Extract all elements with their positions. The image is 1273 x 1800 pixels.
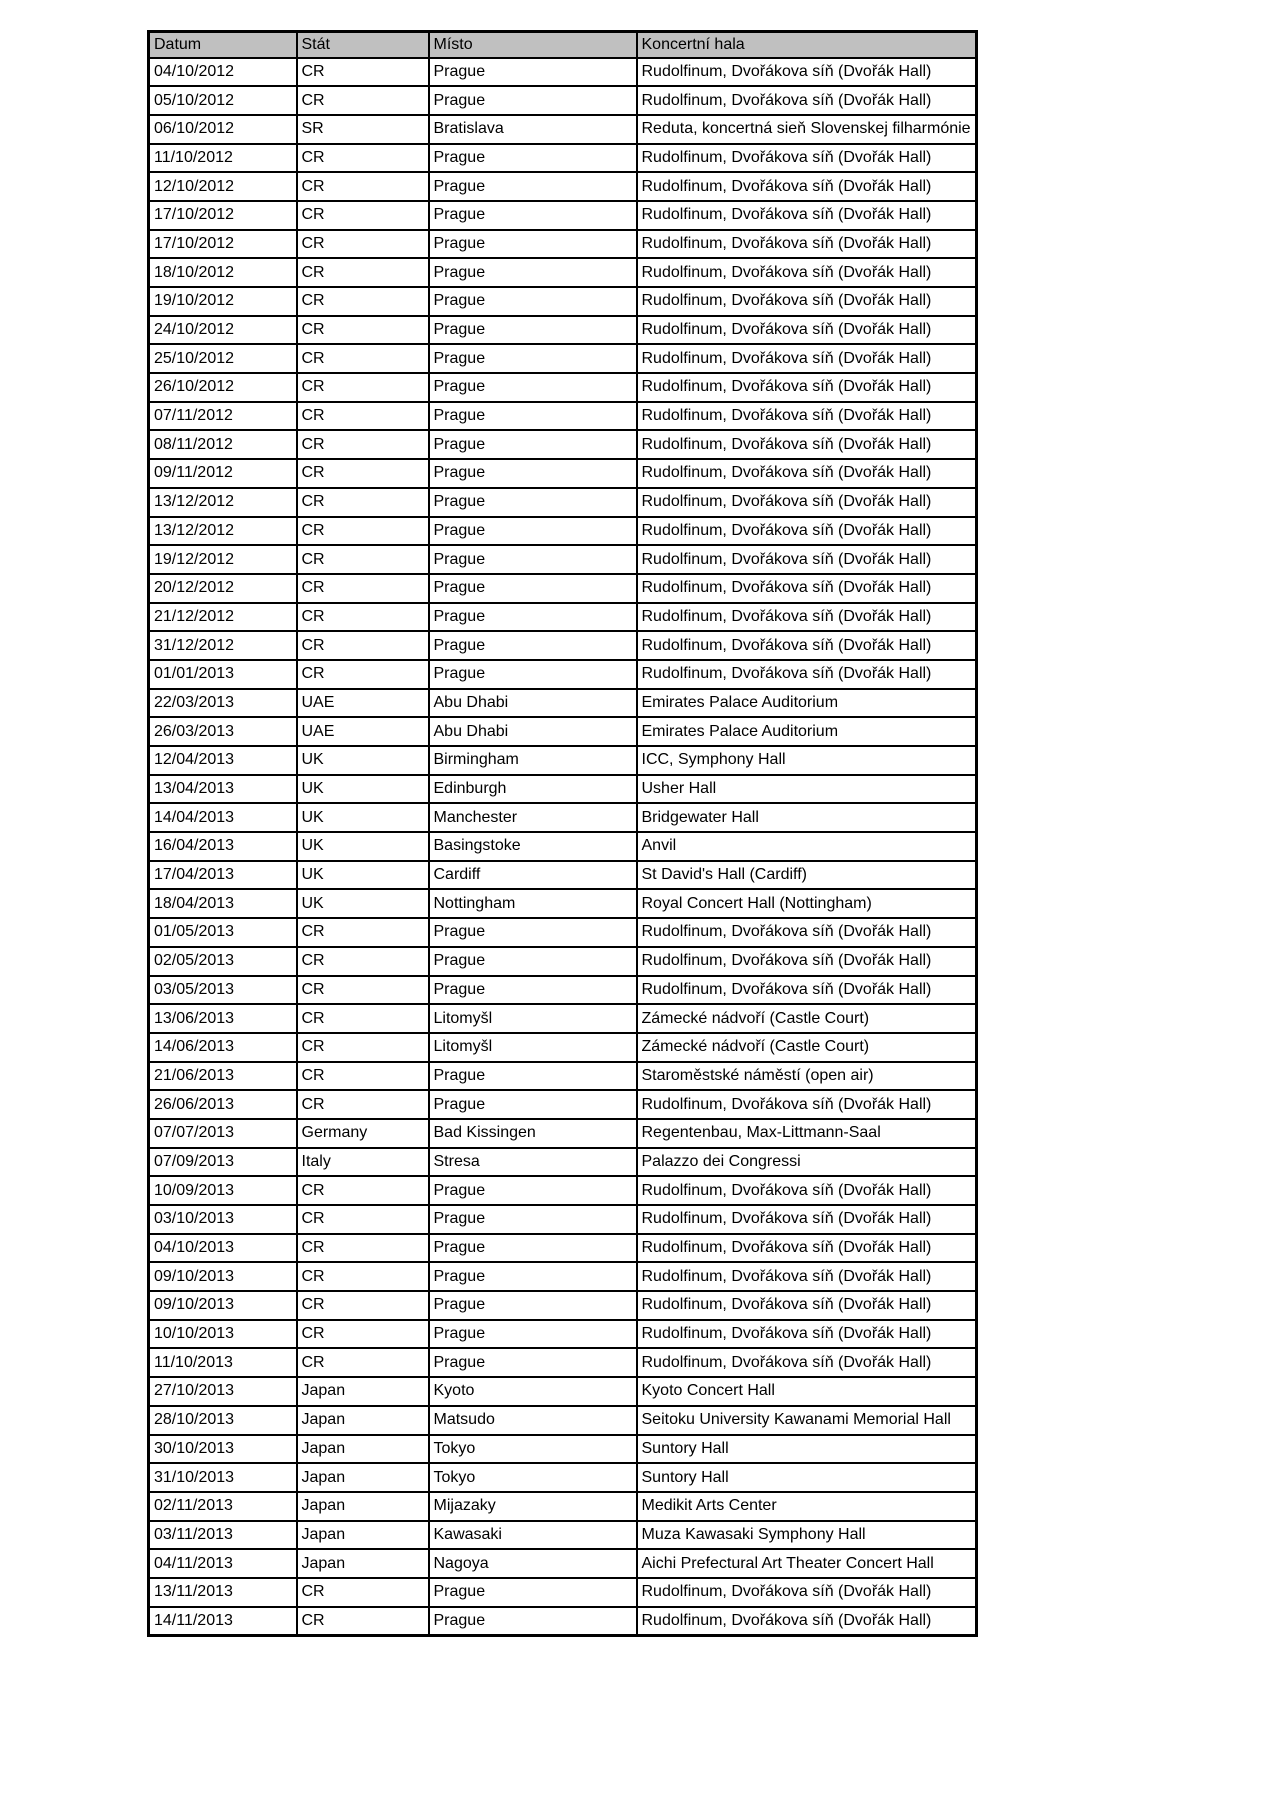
- cell-stat: CR: [297, 976, 429, 1005]
- cell-koncertni-hala: Rudolfinum, Dvořákova síň (Dvořák Hall): [637, 947, 977, 976]
- cell-stat: CR: [297, 1262, 429, 1291]
- cell-stat: CR: [297, 86, 429, 115]
- cell-koncertni-hala: Suntory Hall: [637, 1435, 977, 1464]
- cell-stat: CR: [297, 172, 429, 201]
- cell-misto: Edinburgh: [429, 775, 637, 804]
- cell-stat: UK: [297, 746, 429, 775]
- cell-koncertni-hala: Staroměstské náměstí (open air): [637, 1062, 977, 1091]
- cell-misto: Prague: [429, 459, 637, 488]
- table-row: [149, 517, 977, 546]
- cell-misto: Cardiff: [429, 861, 637, 890]
- cell-datum: 31/10/2013: [149, 1463, 297, 1492]
- cell-koncertni-hala: Muza Kawasaki Symphony Hall: [637, 1521, 977, 1550]
- cell-stat: Italy: [297, 1148, 429, 1177]
- cell-stat: UK: [297, 775, 429, 804]
- cell-datum: 19/12/2012: [149, 545, 297, 574]
- cell-stat: Japan: [297, 1406, 429, 1435]
- cell-stat: Japan: [297, 1549, 429, 1578]
- cell-koncertni-hala: Emirates Palace Auditorium: [637, 717, 977, 746]
- cell-stat: CR: [297, 1291, 429, 1320]
- cell-misto: Prague: [429, 1607, 637, 1636]
- cell-koncertni-hala: Rudolfinum, Dvořákova síň (Dvořák Hall): [637, 631, 977, 660]
- cell-stat: CR: [297, 58, 429, 87]
- table-row: [149, 58, 977, 87]
- table-row: [149, 230, 977, 259]
- cell-datum: 26/03/2013: [149, 717, 297, 746]
- cell-koncertni-hala: Rudolfinum, Dvořákova síň (Dvořák Hall): [637, 488, 977, 517]
- cell-misto: Prague: [429, 287, 637, 316]
- cell-koncertni-hala: Royal Concert Hall (Nottingham): [637, 889, 977, 918]
- cell-koncertni-hala: Rudolfinum, Dvořákova síň (Dvořák Hall): [637, 1205, 977, 1234]
- cell-datum: 03/10/2013: [149, 1205, 297, 1234]
- cell-stat: CR: [297, 230, 429, 259]
- cell-datum: 07/09/2013: [149, 1148, 297, 1177]
- cell-koncertni-hala: Seitoku University Kawanami Memorial Hall: [637, 1406, 977, 1435]
- table-row: [149, 1607, 977, 1636]
- cell-misto: Prague: [429, 201, 637, 230]
- cell-koncertni-hala: Suntory Hall: [637, 1463, 977, 1492]
- cell-stat: CR: [297, 144, 429, 173]
- cell-datum: 06/10/2012: [149, 115, 297, 144]
- table-row: [149, 1176, 977, 1205]
- cell-koncertni-hala: Zámecké nádvoří (Castle Court): [637, 1033, 977, 1062]
- cell-datum: 26/06/2013: [149, 1090, 297, 1119]
- cell-koncertni-hala: Rudolfinum, Dvořákova síň (Dvořák Hall): [637, 430, 977, 459]
- cell-koncertni-hala: Rudolfinum, Dvořákova síň (Dvořák Hall): [637, 1090, 977, 1119]
- cell-koncertni-hala: Rudolfinum, Dvořákova síň (Dvořák Hall): [637, 230, 977, 259]
- cell-misto: Tokyo: [429, 1463, 637, 1492]
- cell-datum: 03/05/2013: [149, 976, 297, 1005]
- table-row: [149, 976, 977, 1005]
- table-row: [149, 574, 977, 603]
- column-header-misto: Místo: [429, 32, 637, 58]
- cell-misto: Bratislava: [429, 115, 637, 144]
- cell-misto: Prague: [429, 86, 637, 115]
- cell-misto: Basingstoke: [429, 832, 637, 861]
- table-row: [149, 603, 977, 632]
- table-row: [149, 1578, 977, 1607]
- cell-stat: UK: [297, 803, 429, 832]
- cell-datum: 09/10/2013: [149, 1262, 297, 1291]
- cell-misto: Prague: [429, 316, 637, 345]
- cell-stat: CR: [297, 488, 429, 517]
- cell-datum: 22/03/2013: [149, 689, 297, 718]
- cell-misto: Prague: [429, 1320, 637, 1349]
- table-row: [149, 1004, 977, 1033]
- cell-misto: Mijazaky: [429, 1492, 637, 1521]
- cell-stat: CR: [297, 631, 429, 660]
- cell-koncertni-hala: ICC, Symphony Hall: [637, 746, 977, 775]
- table-row: [149, 545, 977, 574]
- cell-misto: Prague: [429, 947, 637, 976]
- cell-misto: Prague: [429, 545, 637, 574]
- cell-misto: Prague: [429, 517, 637, 546]
- cell-koncertni-hala: Zámecké nádvoří (Castle Court): [637, 1004, 977, 1033]
- cell-misto: Bad Kissingen: [429, 1119, 637, 1148]
- cell-koncertni-hala: Rudolfinum, Dvořákova síň (Dvořák Hall): [637, 1320, 977, 1349]
- cell-datum: 10/10/2013: [149, 1320, 297, 1349]
- cell-misto: Prague: [429, 631, 637, 660]
- cell-misto: Prague: [429, 258, 637, 287]
- cell-koncertni-hala: Rudolfinum, Dvořákova síň (Dvořák Hall): [637, 459, 977, 488]
- table-row: [149, 689, 977, 718]
- cell-stat: CR: [297, 1062, 429, 1091]
- table-row: [149, 1205, 977, 1234]
- cell-stat: UK: [297, 861, 429, 890]
- cell-misto: Tokyo: [429, 1435, 637, 1464]
- cell-misto: Nagoya: [429, 1549, 637, 1578]
- cell-stat: Japan: [297, 1377, 429, 1406]
- table-row: [149, 947, 977, 976]
- cell-koncertni-hala: Rudolfinum, Dvořákova síň (Dvořák Hall): [637, 201, 977, 230]
- cell-datum: 30/10/2013: [149, 1435, 297, 1464]
- cell-datum: 11/10/2013: [149, 1348, 297, 1377]
- table-row: [149, 1062, 977, 1091]
- cell-misto: Prague: [429, 603, 637, 632]
- table-row: [149, 459, 977, 488]
- cell-misto: Prague: [429, 144, 637, 173]
- cell-datum: 09/10/2013: [149, 1291, 297, 1320]
- table-row: [149, 172, 977, 201]
- cell-misto: Birmingham: [429, 746, 637, 775]
- cell-datum: 12/04/2013: [149, 746, 297, 775]
- cell-datum: 12/10/2012: [149, 172, 297, 201]
- cell-misto: Prague: [429, 1062, 637, 1091]
- cell-koncertni-hala: Rudolfinum, Dvořákova síň (Dvořák Hall): [637, 1578, 977, 1607]
- cell-stat: UK: [297, 832, 429, 861]
- table-row: [149, 717, 977, 746]
- table-row: [149, 1492, 977, 1521]
- cell-stat: CR: [297, 1004, 429, 1033]
- cell-datum: 07/07/2013: [149, 1119, 297, 1148]
- cell-stat: CR: [297, 545, 429, 574]
- cell-misto: Prague: [429, 976, 637, 1005]
- cell-stat: CR: [297, 660, 429, 689]
- cell-datum: 14/04/2013: [149, 803, 297, 832]
- cell-stat: UAE: [297, 689, 429, 718]
- table-row: [149, 115, 977, 144]
- cell-misto: Litomyšl: [429, 1004, 637, 1033]
- cell-misto: Prague: [429, 402, 637, 431]
- cell-datum: 13/12/2012: [149, 488, 297, 517]
- table-row: [149, 1463, 977, 1492]
- cell-koncertni-hala: Usher Hall: [637, 775, 977, 804]
- table-row: [149, 918, 977, 947]
- cell-koncertni-hala: Rudolfinum, Dvořákova síň (Dvořák Hall): [637, 1234, 977, 1263]
- cell-misto: Prague: [429, 172, 637, 201]
- cell-koncertni-hala: Medikit Arts Center: [637, 1492, 977, 1521]
- table-row: [149, 1033, 977, 1062]
- cell-datum: 11/10/2012: [149, 144, 297, 173]
- cell-datum: 10/09/2013: [149, 1176, 297, 1205]
- table-row: [149, 1348, 977, 1377]
- table-row: [149, 803, 977, 832]
- table-row: [149, 1406, 977, 1435]
- cell-stat: UK: [297, 889, 429, 918]
- table-row: [149, 775, 977, 804]
- cell-misto: Prague: [429, 1348, 637, 1377]
- cell-koncertni-hala: Emirates Palace Auditorium: [637, 689, 977, 718]
- cell-stat: SR: [297, 115, 429, 144]
- cell-misto: Prague: [429, 1291, 637, 1320]
- cell-stat: CR: [297, 1205, 429, 1234]
- cell-misto: Prague: [429, 230, 637, 259]
- table-row: [149, 832, 977, 861]
- cell-stat: CR: [297, 344, 429, 373]
- cell-stat: UAE: [297, 717, 429, 746]
- cell-koncertni-hala: Reduta, koncertná sieň Slovenskej filharmónie: [637, 115, 977, 144]
- cell-koncertni-hala: Rudolfinum, Dvořákova síň (Dvořák Hall): [637, 976, 977, 1005]
- cell-stat: CR: [297, 603, 429, 632]
- cell-misto: Prague: [429, 344, 637, 373]
- cell-stat: CR: [297, 1320, 429, 1349]
- cell-stat: CR: [297, 947, 429, 976]
- cell-misto: Prague: [429, 373, 637, 402]
- cell-stat: Japan: [297, 1492, 429, 1521]
- cell-stat: CR: [297, 574, 429, 603]
- table-row: [149, 1377, 977, 1406]
- table-row: [149, 316, 977, 345]
- cell-misto: Kawasaki: [429, 1521, 637, 1550]
- cell-datum: 17/04/2013: [149, 861, 297, 890]
- cell-datum: 16/04/2013: [149, 832, 297, 861]
- table-row: [149, 746, 977, 775]
- cell-datum: 01/01/2013: [149, 660, 297, 689]
- cell-datum: 13/04/2013: [149, 775, 297, 804]
- cell-misto: Prague: [429, 1205, 637, 1234]
- cell-stat: CR: [297, 459, 429, 488]
- column-header-koncertni-hala: Koncertní hala: [637, 32, 977, 58]
- header-row: [149, 32, 977, 58]
- cell-datum: 25/10/2012: [149, 344, 297, 373]
- cell-stat: CR: [297, 373, 429, 402]
- cell-stat: Japan: [297, 1521, 429, 1550]
- table-row: [149, 201, 977, 230]
- cell-misto: Abu Dhabi: [429, 689, 637, 718]
- cell-stat: CR: [297, 1578, 429, 1607]
- table-row: [149, 1262, 977, 1291]
- cell-stat: CR: [297, 1234, 429, 1263]
- cell-stat: Germany: [297, 1119, 429, 1148]
- cell-misto: Prague: [429, 1234, 637, 1263]
- cell-misto: Prague: [429, 660, 637, 689]
- cell-datum: 04/11/2013: [149, 1549, 297, 1578]
- column-header-stat: Stát: [297, 32, 429, 58]
- cell-datum: 03/11/2013: [149, 1521, 297, 1550]
- cell-stat: CR: [297, 1607, 429, 1636]
- cell-datum: 17/10/2012: [149, 230, 297, 259]
- cell-datum: 13/06/2013: [149, 1004, 297, 1033]
- table-body: [149, 58, 977, 1636]
- cell-koncertni-hala: Kyoto Concert Hall: [637, 1377, 977, 1406]
- cell-stat: CR: [297, 517, 429, 546]
- table-row: [149, 373, 977, 402]
- cell-misto: Stresa: [429, 1148, 637, 1177]
- table-row: [149, 430, 977, 459]
- cell-misto: Prague: [429, 1090, 637, 1119]
- cell-koncertni-hala: Rudolfinum, Dvořákova síň (Dvořák Hall): [637, 373, 977, 402]
- cell-koncertni-hala: Rudolfinum, Dvořákova síň (Dvořák Hall): [637, 344, 977, 373]
- cell-koncertni-hala: Rudolfinum, Dvořákova síň (Dvořák Hall): [637, 1262, 977, 1291]
- cell-stat: CR: [297, 287, 429, 316]
- table-row: [149, 1119, 977, 1148]
- cell-koncertni-hala: Bridgewater Hall: [637, 803, 977, 832]
- table-row: [149, 1549, 977, 1578]
- cell-misto: Prague: [429, 1262, 637, 1291]
- cell-koncertni-hala: Aichi Prefectural Art Theater Concert Hall: [637, 1549, 977, 1578]
- cell-koncertni-hala: Rudolfinum, Dvořákova síň (Dvořák Hall): [637, 574, 977, 603]
- concert-schedule-table: [147, 30, 978, 1637]
- cell-koncertni-hala: Rudolfinum, Dvořákova síň (Dvořák Hall): [637, 1348, 977, 1377]
- table-row: [149, 1090, 977, 1119]
- cell-stat: CR: [297, 918, 429, 947]
- cell-datum: 27/10/2013: [149, 1377, 297, 1406]
- cell-datum: 26/10/2012: [149, 373, 297, 402]
- cell-datum: 02/05/2013: [149, 947, 297, 976]
- cell-datum: 21/12/2012: [149, 603, 297, 632]
- cell-datum: 01/05/2013: [149, 918, 297, 947]
- cell-stat: CR: [297, 430, 429, 459]
- table-row: [149, 660, 977, 689]
- cell-datum: 08/11/2012: [149, 430, 297, 459]
- cell-datum: 13/11/2013: [149, 1578, 297, 1607]
- cell-datum: 13/12/2012: [149, 517, 297, 546]
- table-row: [149, 344, 977, 373]
- cell-datum: 18/04/2013: [149, 889, 297, 918]
- table-row: [149, 1148, 977, 1177]
- cell-koncertni-hala: Rudolfinum, Dvořákova síň (Dvořák Hall): [637, 316, 977, 345]
- table-row: [149, 861, 977, 890]
- cell-datum: 19/10/2012: [149, 287, 297, 316]
- cell-misto: Abu Dhabi: [429, 717, 637, 746]
- cell-koncertni-hala: Rudolfinum, Dvořákova síň (Dvořák Hall): [637, 517, 977, 546]
- cell-koncertni-hala: Rudolfinum, Dvořákova síň (Dvořák Hall): [637, 603, 977, 632]
- table-row: [149, 86, 977, 115]
- cell-koncertni-hala: Rudolfinum, Dvořákova síň (Dvořák Hall): [637, 1607, 977, 1636]
- cell-koncertni-hala: Rudolfinum, Dvořákova síň (Dvořák Hall): [637, 545, 977, 574]
- table-row: [149, 287, 977, 316]
- cell-koncertni-hala: Rudolfinum, Dvořákova síň (Dvořák Hall): [637, 258, 977, 287]
- cell-misto: Prague: [429, 1578, 637, 1607]
- cell-stat: CR: [297, 1348, 429, 1377]
- cell-misto: Litomyšl: [429, 1033, 637, 1062]
- cell-datum: 09/11/2012: [149, 459, 297, 488]
- cell-misto: Prague: [429, 1176, 637, 1205]
- cell-datum: 05/10/2012: [149, 86, 297, 115]
- cell-stat: CR: [297, 1176, 429, 1205]
- table-row: [149, 1521, 977, 1550]
- cell-misto: Manchester: [429, 803, 637, 832]
- cell-misto: Prague: [429, 488, 637, 517]
- cell-datum: 18/10/2012: [149, 258, 297, 287]
- cell-koncertni-hala: Rudolfinum, Dvořákova síň (Dvořák Hall): [637, 144, 977, 173]
- cell-datum: 02/11/2013: [149, 1492, 297, 1521]
- cell-koncertni-hala: Rudolfinum, Dvořákova síň (Dvořák Hall): [637, 287, 977, 316]
- cell-koncertni-hala: Rudolfinum, Dvořákova síň (Dvořák Hall): [637, 660, 977, 689]
- cell-misto: Prague: [429, 918, 637, 947]
- table-row: [149, 631, 977, 660]
- table-row: [149, 1320, 977, 1349]
- cell-datum: 14/06/2013: [149, 1033, 297, 1062]
- cell-koncertni-hala: Rudolfinum, Dvořákova síň (Dvořák Hall): [637, 172, 977, 201]
- table-row: [149, 1234, 977, 1263]
- cell-koncertni-hala: Rudolfinum, Dvořákova síň (Dvořák Hall): [637, 918, 977, 947]
- cell-stat: CR: [297, 316, 429, 345]
- column-header-datum: Datum: [149, 32, 297, 58]
- cell-datum: 04/10/2012: [149, 58, 297, 87]
- cell-misto: Matsudo: [429, 1406, 637, 1435]
- cell-misto: Kyoto: [429, 1377, 637, 1406]
- cell-koncertni-hala: Rudolfinum, Dvořákova síň (Dvořák Hall): [637, 86, 977, 115]
- table-row: [149, 1291, 977, 1320]
- cell-misto: Prague: [429, 430, 637, 459]
- table-row: [149, 258, 977, 287]
- cell-misto: Prague: [429, 58, 637, 87]
- cell-misto: Prague: [429, 574, 637, 603]
- table-row: [149, 488, 977, 517]
- cell-datum: 17/10/2012: [149, 201, 297, 230]
- cell-datum: 31/12/2012: [149, 631, 297, 660]
- table-row: [149, 1435, 977, 1464]
- cell-datum: 28/10/2013: [149, 1406, 297, 1435]
- cell-koncertni-hala: Rudolfinum, Dvořákova síň (Dvořák Hall): [637, 1176, 977, 1205]
- table-row: [149, 144, 977, 173]
- cell-datum: 21/06/2013: [149, 1062, 297, 1091]
- cell-misto: Nottingham: [429, 889, 637, 918]
- cell-koncertni-hala: Rudolfinum, Dvořákova síň (Dvořák Hall): [637, 58, 977, 87]
- cell-datum: 04/10/2013: [149, 1234, 297, 1263]
- cell-koncertni-hala: Regentenbau, Max-Littmann-Saal: [637, 1119, 977, 1148]
- cell-stat: CR: [297, 1090, 429, 1119]
- cell-stat: CR: [297, 258, 429, 287]
- cell-stat: CR: [297, 402, 429, 431]
- cell-koncertni-hala: Rudolfinum, Dvořákova síň (Dvořák Hall): [637, 1291, 977, 1320]
- cell-stat: Japan: [297, 1463, 429, 1492]
- cell-koncertni-hala: Palazzo dei Congressi: [637, 1148, 977, 1177]
- table-row: [149, 402, 977, 431]
- cell-koncertni-hala: Anvil: [637, 832, 977, 861]
- cell-stat: Japan: [297, 1435, 429, 1464]
- table-row: [149, 889, 977, 918]
- cell-stat: CR: [297, 1033, 429, 1062]
- cell-datum: 07/11/2012: [149, 402, 297, 431]
- cell-koncertni-hala: Rudolfinum, Dvořákova síň (Dvořák Hall): [637, 402, 977, 431]
- cell-datum: 24/10/2012: [149, 316, 297, 345]
- cell-datum: 20/12/2012: [149, 574, 297, 603]
- cell-koncertni-hala: St David's Hall (Cardiff): [637, 861, 977, 890]
- cell-stat: CR: [297, 201, 429, 230]
- cell-datum: 14/11/2013: [149, 1607, 297, 1636]
